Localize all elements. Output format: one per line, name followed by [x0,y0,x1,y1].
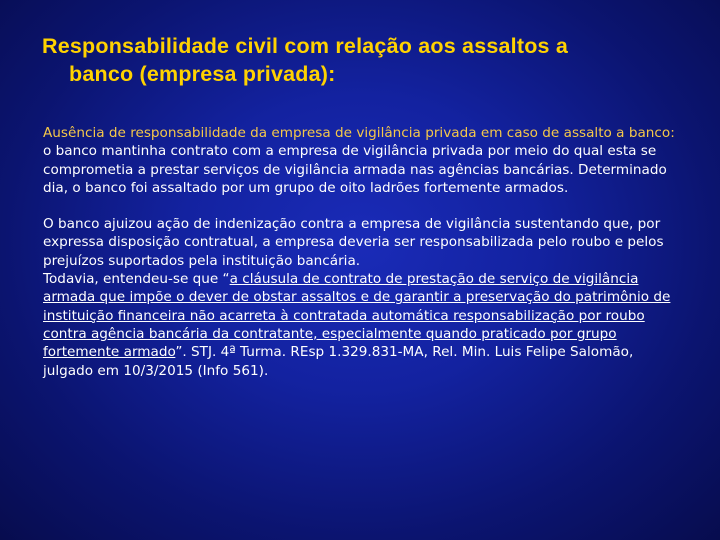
paragraph-3-before: Todavia, entendeu-se que “ [43,271,230,288]
paragraph-1 [43,124,683,197]
quoted-ruling: a cláusula de contrato de prestação de serviço de vigilância armada que impõe o dever de obstar assaltos e de garantir a preservação do patrimônio de instituição financeira não acarreta à contratada automática responsabilização por roubo contra agência bancária da contratante, especialmente quando praticado por grupo fortemente armado [43,271,671,361]
paragraph-2-text: O banco ajuizou ação de indenização contra a empresa de vigilância sustentando que, por expressa disposição contratual, a empresa deveria ser responsabilizada pelo roubo e pelos prejuízos suportados pela instituição bancária. [43,216,664,269]
paragraph-1-lead: Ausência de responsabilidade da empresa de vigilância privada em caso de assalto a banco: [43,125,675,141]
paragraph-3 [43,270,683,380]
slide-body [43,124,683,380]
slide-title [42,32,682,88]
paragraph-2 [43,215,683,270]
title-line-1: Responsabilidade civil com relação aos assaltos a [42,34,569,58]
paragraph-3-citation: ”. STJ. 4ª Turma. REsp 1.329.831-MA, Rel. Min. Luis Felipe Salomão, julgado em 10/3/2015 (Info 561). [43,344,634,379]
title-line-2: banco (empresa privada): [69,62,336,86]
paragraph-1-text: o banco mantinha contrato com a empresa de vigilância privada por meio do qual esta se comprometia a prestar serviços de vigilância armada nas agências bancárias. Determinado dia, o banco foi assaltado por um grupo de oito ladrões fortemente armados. [43,143,667,196]
